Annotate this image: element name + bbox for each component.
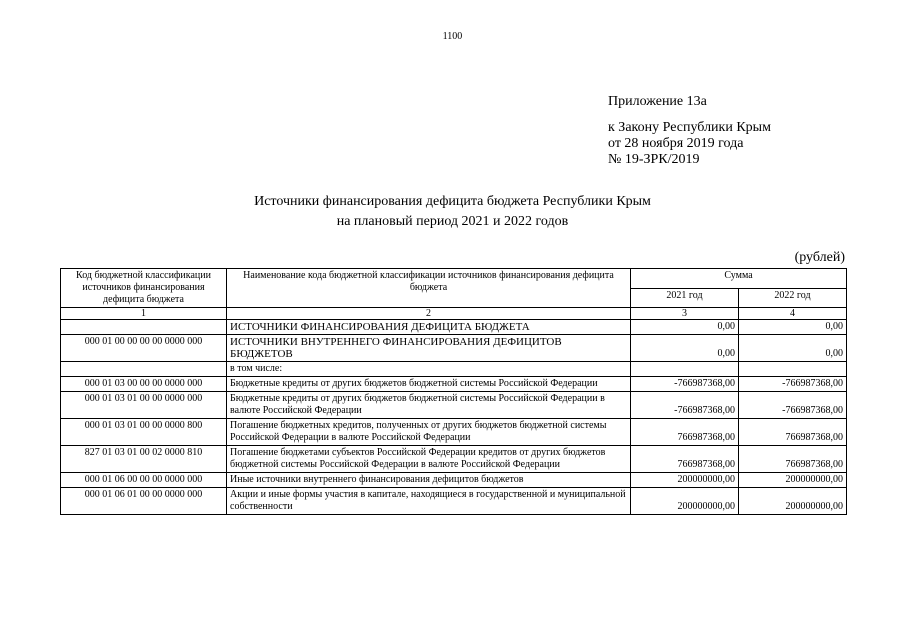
row-value-2022: 200000000,00 (739, 473, 847, 488)
document-heading (0, 192, 905, 232)
column-number: 1 (61, 308, 227, 320)
row-code: 827 01 03 01 00 02 0000 810 (61, 446, 227, 473)
row-value-2022: 200000000,00 (739, 488, 847, 515)
row-value-2022: 766987368,00 (739, 419, 847, 446)
header-sum: Сумма (631, 269, 847, 289)
row-value-2022: -766987368,00 (739, 392, 847, 419)
row-code: 000 01 03 01 00 00 0000 800 (61, 419, 227, 446)
row-name: Погашение бюджетами субъектов Российской Федерации кредитов от других бюджетов бюджетной системы Российской Федерации в валюте Российской Федерации (227, 446, 631, 473)
annex-line-3: № 19-ЗРК/2019 (608, 152, 700, 167)
table-body (61, 320, 847, 515)
table-row (61, 473, 847, 488)
table-row (61, 320, 847, 335)
row-value-2021 (631, 362, 739, 377)
table-row (61, 392, 847, 419)
annex-title: Приложение 13а (608, 94, 707, 109)
header-year-2021: 2021 год (631, 288, 739, 308)
row-value-2022: 766987368,00 (739, 446, 847, 473)
row-value-2022 (739, 362, 847, 377)
row-code (61, 362, 227, 377)
row-value-2021: 766987368,00 (631, 419, 739, 446)
row-code: 000 01 03 00 00 00 0000 000 (61, 377, 227, 392)
row-code: 000 01 00 00 00 00 0000 000 (61, 335, 227, 362)
row-value-2021: -766987368,00 (631, 392, 739, 419)
row-code (61, 320, 227, 335)
row-code: 000 01 03 01 00 00 0000 000 (61, 392, 227, 419)
table-row (61, 335, 847, 362)
row-name: в том числе: (227, 362, 631, 377)
row-value-2022: 0,00 (739, 320, 847, 335)
table-row (61, 362, 847, 377)
row-value-2021: 200000000,00 (631, 473, 739, 488)
header-year-2022: 2022 год (739, 288, 847, 308)
units-label: (рублей) (794, 250, 845, 265)
annex-reference (608, 120, 771, 168)
row-value-2021: -766987368,00 (631, 377, 739, 392)
column-number: 4 (739, 308, 847, 320)
table-row (61, 419, 847, 446)
row-name: ИСТОЧНИКИ ФИНАНСИРОВАНИЯ ДЕФИЦИТА БЮДЖЕТА (227, 320, 631, 335)
table-row (61, 488, 847, 515)
row-value-2021: 200000000,00 (631, 488, 739, 515)
row-value-2021: 766987368,00 (631, 446, 739, 473)
header-code: Код бюджетной классификации источников финансирования дефицита бюджета (61, 269, 227, 308)
row-code: 000 01 06 01 00 00 0000 000 (61, 488, 227, 515)
annex-line-2: от 28 ноября 2019 года (608, 136, 744, 151)
row-value-2021: 0,00 (631, 335, 739, 362)
row-name: Бюджетные кредиты от других бюджетов бюджетной системы Российской Федерации (227, 377, 631, 392)
heading-line-1: Источники финансирования дефицита бюджета Республики Крым (254, 194, 651, 209)
row-name: Акции и иные формы участия в капитале, находящиеся в государственной и муниципальной собственности (227, 488, 631, 515)
table-row (61, 377, 847, 392)
page-number: 1100 (442, 31, 463, 42)
header-name: Наименование кода бюджетной классификации источников финансирования дефицита бюджета (227, 269, 631, 308)
row-name: Бюджетные кредиты от других бюджетов бюджетной системы Российской Федерации в валюте Российской Федерации (227, 392, 631, 419)
row-value-2022: -766987368,00 (739, 377, 847, 392)
table-row (61, 446, 847, 473)
column-number: 2 (227, 308, 631, 320)
row-value-2021: 0,00 (631, 320, 739, 335)
row-value-2022: 0,00 (739, 335, 847, 362)
row-name: Иные источники внутреннего финансирования дефицитов бюджетов (227, 473, 631, 488)
row-name: ИСТОЧНИКИ ВНУТРЕННЕГО ФИНАНСИРОВАНИЯ ДЕФИЦИТОВ БЮДЖЕТОВ (227, 335, 631, 362)
column-number: 3 (631, 308, 739, 320)
heading-line-2: на плановый период 2021 и 2022 годов (336, 214, 569, 229)
financing-sources-table (60, 268, 847, 515)
row-name: Погашение бюджетных кредитов, полученных от других бюджетов бюджетной системы Российской Федерации в валюте Российской Федерации (227, 419, 631, 446)
annex-line-1: к Закону Республики Крым (608, 120, 771, 135)
row-code: 000 01 06 00 00 00 0000 000 (61, 473, 227, 488)
